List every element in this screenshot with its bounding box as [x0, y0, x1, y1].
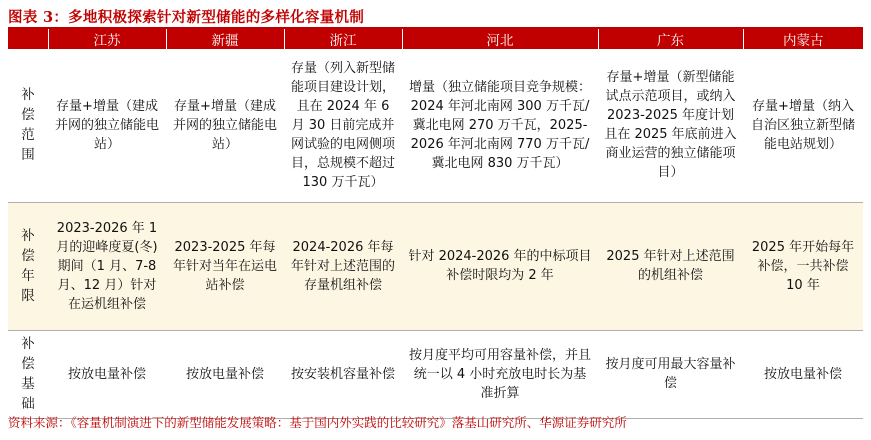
- row-label-char: 偿: [21, 356, 35, 372]
- table-cell: 2025 年开始每年补偿，一共补偿 10 年: [743, 202, 863, 330]
- header-jiangsu: 江苏: [48, 29, 166, 49]
- table-cell: 存量+增量（新型储能试点示范项目，或纳入 2023-2025 年度计划且在 2025 年底前进入商业运营的独立储能项目）: [598, 49, 743, 202]
- table-cell: 存量+增量（建成并网的独立储能电站）: [48, 49, 166, 202]
- row-label-char: 基: [21, 376, 35, 392]
- header-row: [8, 29, 863, 49]
- row-label-duration: [8, 202, 48, 330]
- table-cell: 按放电量补偿: [166, 330, 284, 418]
- capacity-mechanism-table: [8, 29, 863, 419]
- row-label-char: 范: [21, 127, 35, 144]
- row-label-scope: [8, 49, 48, 202]
- table-cell: 2023-2026 年 1 月的迎峰度夏(冬)期间（1 月、7-8 月、12 月）针对在运机组补偿: [48, 202, 166, 330]
- table-cell: 按放电量补偿: [48, 330, 166, 418]
- row-label-char: 年: [21, 268, 35, 284]
- row-label-char: 偿: [21, 107, 35, 124]
- table-cell: 按放电量补偿: [743, 330, 863, 418]
- header-neimenggu: 内蒙古: [743, 29, 863, 49]
- row-label-basis: [8, 330, 48, 418]
- table-cell: 按安装机容量补偿: [284, 330, 402, 418]
- table-cell: 增量（独立储能项目竞争规模：2024 年河北南网 300 万千瓦/冀北电网 270 万千瓦，2025-2026 年河北南网 770 万千瓦/冀北电网 830 万千瓦）: [402, 49, 598, 202]
- table-cell: 按月度可用最大容量补偿: [598, 330, 743, 418]
- table-row-duration: [8, 202, 863, 330]
- header-xinjiang: 新疆: [166, 29, 284, 49]
- row-label-char: 限: [21, 288, 35, 304]
- row-label-char: 补: [21, 336, 35, 352]
- source-note: 资料来源：《容量机制演进下的新型储能发展策略：基于国内外实践的比较研究》落基山研究所、华源证券研究所: [8, 415, 627, 430]
- table-cell: 按月度平均可用容量补偿，并且统一以 4 小时充放电时长为基准折算: [402, 330, 598, 418]
- figure-title: 图表 3：多地积极探索针对新型储能的多样化容量机制: [8, 9, 365, 26]
- table-row-basis: [8, 330, 863, 418]
- table-cell: 2023-2025 年每年针对当年在运电站补偿: [166, 202, 284, 330]
- header-guangdong: 广东: [598, 29, 743, 49]
- row-label-char: 础: [21, 396, 35, 412]
- row-label-char: 偿: [21, 248, 35, 264]
- table-cell: 存量（列入新型储能项目建设计划，且在 2024 年 6 月 30 日前完成并网试验的电网侧项目，总规模不超过 130 万千瓦）: [284, 49, 402, 202]
- row-label-char: 补: [21, 87, 35, 104]
- row-label-char: 围: [21, 147, 35, 164]
- table-cell: 2024-2026 年每年针对上述范围的存量机组补偿: [284, 202, 402, 330]
- header-zhejiang: 浙江: [284, 29, 402, 49]
- table-cell: 2025 年针对上述范围的机组补偿: [598, 202, 743, 330]
- header-corner: [8, 29, 48, 49]
- header-hebei: 河北: [402, 29, 598, 49]
- table-cell: 针对 2024-2026 年的中标项目补偿时限均为 2 年: [402, 202, 598, 330]
- table-row-scope: [8, 49, 863, 202]
- row-label-char: 补: [21, 228, 35, 244]
- table-cell: 存量+增量（建成并网的独立储能电站）: [166, 49, 284, 202]
- table-cell: 存量+增量（纳入自治区独立新型储能电站规划）: [743, 49, 863, 202]
